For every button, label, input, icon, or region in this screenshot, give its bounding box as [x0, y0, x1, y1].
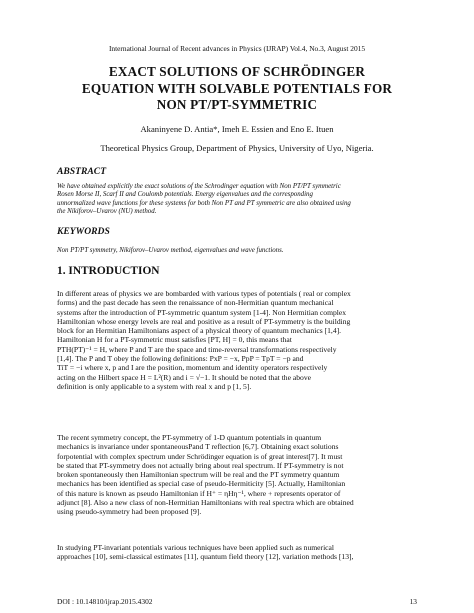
paragraph-line: Hamiltonian H for a PT-symmetric must satisfies [PT, H] = 0, this means that [57, 335, 292, 345]
paragraph-line: of this nature is known as pseudo Hamiltonian if H⁺ = ηHη⁻¹, where + represents operator of [57, 488, 341, 498]
authors: Akaninyene D. Antia*, Imeh E. Essien and Eno E. Ituen [140, 124, 334, 134]
paragraph-line: acting on the Hilbert space H = L²(R) and i = √−1. It should be noted that the above [57, 372, 312, 382]
title-line-3: NON PT/PT-SYMMETRIC [156, 97, 318, 112]
paragraph-line: mechanics is invariance under spontaneousPand T reflection [6,7]. Obtaining exact solutions [57, 442, 339, 452]
paragraph-line: broken spontaneously then Hamiltonian spectrum will be real and the PT symmetry quantum [57, 470, 340, 480]
page-number: 13 [409, 597, 417, 606]
paragraph-line: In studying PT-invariant potentials various techniques have been applied such as numerical [57, 543, 335, 552]
paragraph-line: PTH(PT)⁻¹ = H, where P and T are the space and time-reversal transformations respectively [57, 344, 337, 354]
paragraph-line: using pseudo-symmetry had been proposed [9]. [57, 507, 202, 517]
paragraph-line: TiT = −i where x, p and I are the position, momentum and identity operators respectively [57, 363, 328, 373]
abstract-line: We have obtained explicitly the exact solutions of the Schrodinger equation with Non PT/PT symmetric [57, 183, 341, 190]
footer-doi: DOI : 10.14810/ijrap.2015.4302 [57, 597, 153, 606]
title-line-2: EQUATION WITH SOLVABLE POTENTIALS FOR [81, 80, 393, 96]
section-heading-introduction: 1. INTRODUCTION [57, 265, 160, 277]
paragraph-line: mechanics has been identified as special case of pseudo-Hermiticity [5]. Actually, Hamiltonian [57, 479, 346, 489]
paragraph-line: block for an Hermitian Hamiltonians aspect of a physical theory of quantum mechanics [1,4]. [57, 326, 342, 336]
paragraph-line: approaches [10], semi-classical estimates [11], quantum field theory [12], variation methods [13], [57, 552, 354, 562]
intro-paragraph-1 [57, 289, 417, 391]
paragraph-line: be stated that PT-symmetry does not actually bring about real spectrum. If PT-symmetry is not [57, 460, 344, 470]
abstract-line: the Nikiforov–Uvarov (NU) method. [57, 207, 157, 215]
journal-header: International Journal of Recent advances in Physics (IJRAP) Vol.4, No.3, August 2015 [108, 44, 366, 53]
keywords-body: Non PT/PT symmetry, Nikiforov–Uvarov method, eigenvalues and wave functions. [57, 247, 284, 254]
intro-paragraph-3 [57, 543, 417, 562]
paper-title [57, 64, 417, 114]
paragraph-line: The recent symmetry concept, the PT-symmetry of 1-D quantum potentials in quantum [57, 433, 322, 442]
paragraph-line: In different areas of physics we are bombarded with various types of potentials ( real or complex [57, 289, 351, 298]
paragraph-line: [1,4]. The P and T obey the following definitions: PxP = −x, PpP = TpT = −p and [57, 354, 304, 364]
keywords-heading: KEYWORDS [57, 226, 110, 237]
paragraph-line: forpotential with complex spectrum under Schrödinger equation is of great interest[7]. It must [57, 451, 343, 461]
paragraph-line: definition is only applicable to a system with real x and p [1, 5]. [57, 381, 252, 391]
abstract-heading: ABSTRACT [57, 166, 107, 177]
paragraph-line: adjunct [8]. Also a new class of non-Hermitian Hamiltonians with real spectra which are obtained [57, 498, 354, 508]
abstract-body [57, 183, 417, 216]
affiliation: Theoretical Physics Group, Department of Physics, University of Uyo, Nigeria. [100, 143, 374, 153]
paragraph-line: systems after the introduction of PT-symmetric quantum system [1-4]. Non Hermitian complex [57, 307, 347, 317]
abstract-line: unnormalized wave functions for these systems for both Non PT and PT symmetric are also obtained using [57, 199, 351, 207]
paragraph-line: Hamiltonian whose energy levels are real and positive as a result of PT-symmetry is the building [57, 316, 351, 326]
abstract-line: Rosen Morse II, Scarf II and Coulomb potentials. Energy eigenvalues and the corresponding [57, 191, 313, 199]
intro-paragraph-2 [57, 433, 417, 517]
paragraph-line: forms) and the past decade has seen the renaissance of non-Hermitian quantum mechanical [57, 298, 334, 308]
title-line-1: EXACT SOLUTIONS OF SCHRÖDINGER [108, 64, 366, 79]
